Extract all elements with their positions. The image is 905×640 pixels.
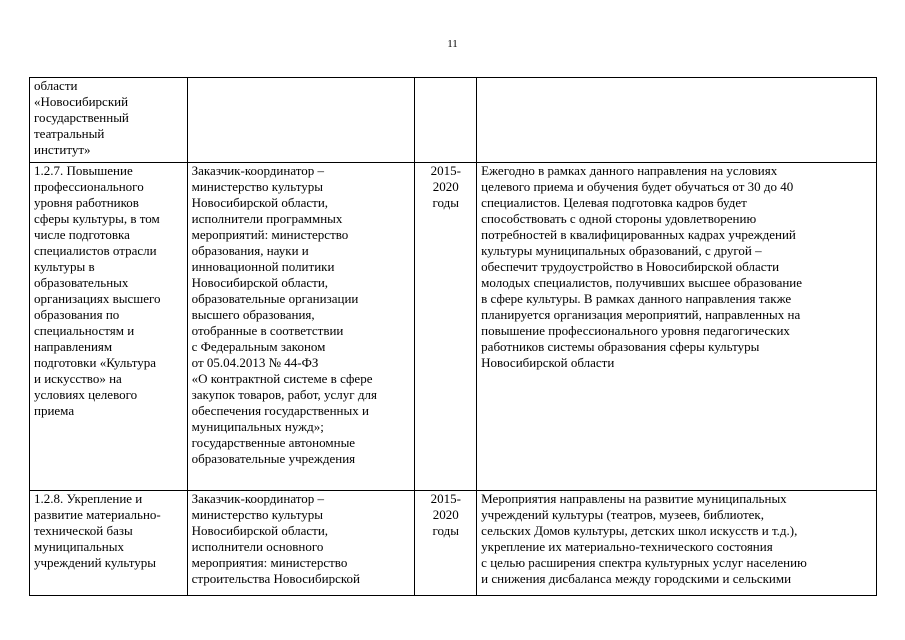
activity-name-cell: области «Новосибирский государственный театральный институт»	[30, 78, 188, 163]
period-cell: 2015- 2020 годы	[415, 491, 477, 596]
executor-cell: Заказчик-координатор – министерство культуры Новосибирской области, исполнители программных мероприятий: министерство образования, науки и инновационной политики Новосибирской области, образовательные организации высшего образования, отобранные в соответствии с Федеральным законом от 05.04.2013 № 44-ФЗ «О контрактной системе в сфере закупок товаров, работ, услуг для обеспечения государственных и муниципальных нужд»; государственные автономные образовательные учреждения	[187, 163, 415, 491]
table-row	[30, 78, 877, 163]
page-number: 11	[447, 38, 458, 50]
activity-name-cell: 1.2.8. Укрепление и развитие материально- технической базы муниципальных учреждений культуры	[30, 491, 188, 596]
executor-cell: Заказчик-координатор – министерство культуры Новосибирской области, исполнители основного мероприятия: министерство строительства Новосибирской	[187, 491, 415, 596]
period-cell	[415, 78, 477, 163]
period-cell: 2015- 2020 годы	[415, 163, 477, 491]
expected-result-cell	[477, 78, 877, 163]
executor-cell	[187, 78, 415, 163]
table-row	[30, 491, 877, 596]
activity-name-cell: 1.2.7. Повышение профессионального уровня работников сферы культуры, в том числе подготовка специалистов отрасли культуры в образовательных организациях высшего образования по специальностям и направлениям подготовки «Культура и искусство» на условиях целевого приема	[30, 163, 188, 491]
expected-result-cell: Мероприятия направлены на развитие муниципальных учреждений культуры (театров, музеев, библиотек, сельских Домов культуры, детских школ искусств и т.д.), укрепление их материально-технического состояния с целью расширения спектра культурных услуг населению и снижения дисбаланса между городскими и сельскими	[477, 491, 877, 596]
expected-result-cell: Ежегодно в рамках данного направления на условиях целевого приема и обучения будет обучаться от 30 до 40 специалистов. Целевая подготовка кадров будет способствовать с одной стороны удовлетворению потребностей в квалифицированных кадрах учреждений культуры муниципальных образований, с другой – обеспечит трудоустройство в Новосибирской области молодых специалистов, получивших высшее образование в сфере культуры. В рамках данного направления также планируется организация мероприятий, направленных на повышение профессионального уровня педагогических работников системы образования сферы культуры Новосибирской области	[477, 163, 877, 491]
table-row	[30, 163, 877, 491]
program-activities-table	[29, 77, 877, 596]
